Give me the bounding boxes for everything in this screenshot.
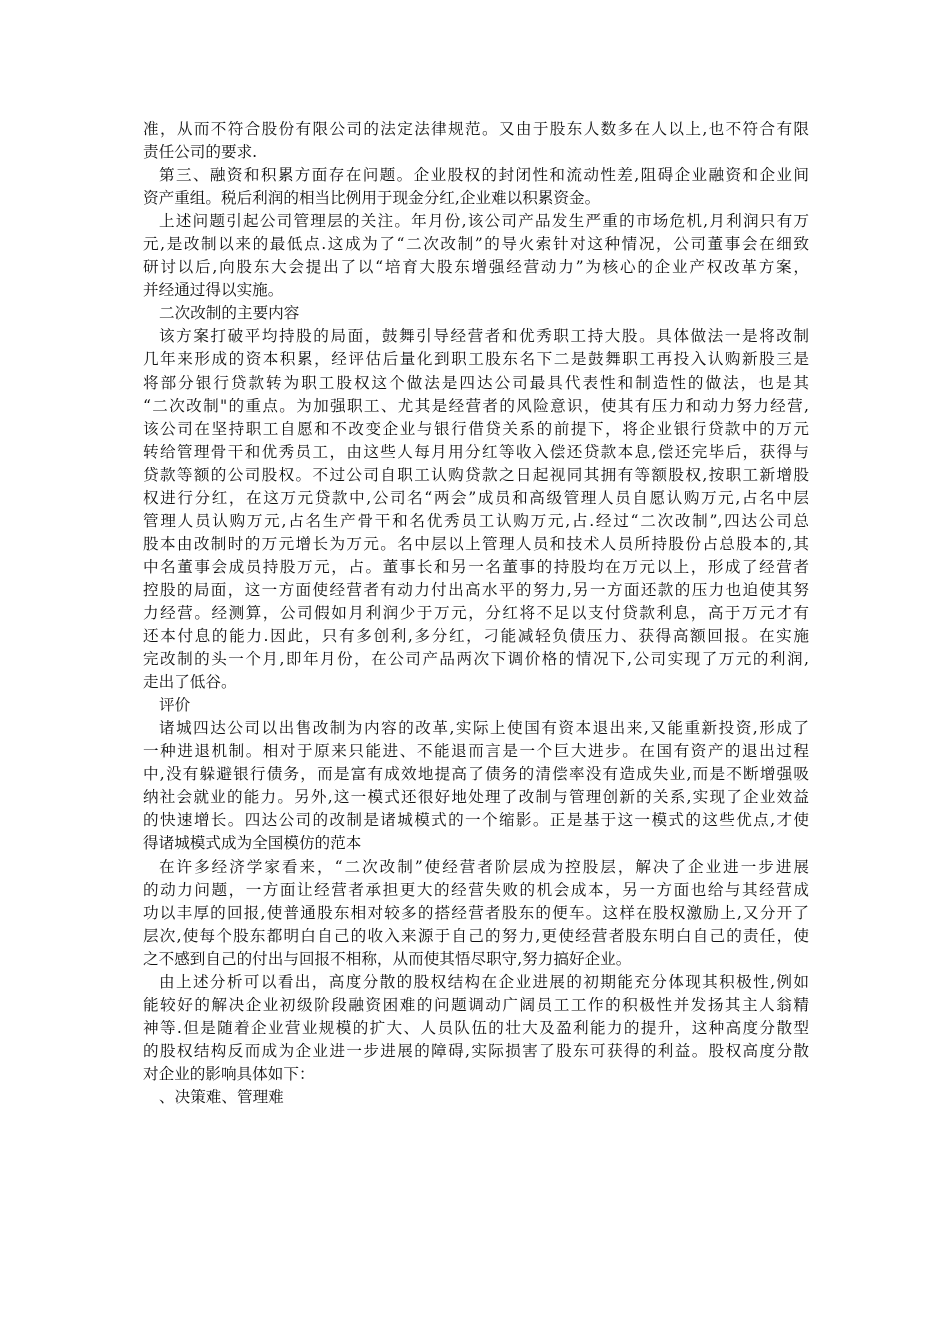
paragraph [143,302,809,325]
text-line: 层次,使每个股东都明白自己的收入来源于自己的努力,更使经营者股东明白自己的责任，使 [143,926,809,945]
paragraph [143,118,809,164]
text-line: 将部分银行贷款转为职工股权这个做法是四达公司最具代表性和制造性的做法，也是其 [143,373,809,392]
paragraph [143,210,809,302]
text-line: 的股权结构反而成为企业进一步进展的障碍,实际损害了股东可获得的利益。股权高度分散 [143,1041,809,1060]
text-line: 该公司在坚持职工自愿和不改变企业与银行借贷关系的前提下，将企业银行贷款中的万元 [143,419,809,438]
text-line: 一种进退机制。相对于原来只能进、不能退而言是一个巨大进步。在国有资产的退出过程 [143,742,809,761]
text-line: 、决策难、管理难 [159,1087,284,1106]
text-line: 神等.但是随着企业营业规模的扩大、人员队伍的壮大及盈利能力的提升，这种高度分散型 [143,1018,809,1037]
text-line: 中名董事会成员持股万元，占。董事长和另一名董事的持股均在万元以上，形成了经营者 [143,557,809,576]
paragraph [143,164,809,210]
paragraph [143,717,809,855]
text-line: 几年来形成的资本积累，经评估后量化到职工股东名下二是鼓舞职工再投入认购新股三是 [143,350,809,369]
text-line: 纳社会就业的能力。另外,这一模式还很好地处理了改制与管理创新的关系,实现了企业效益 [143,788,809,807]
text-line: 转给管理骨干和优秀员工，由这些人每月用分红等收入偿还贷款本息,偿还完毕后，获得与 [143,442,809,461]
text-line: 由上述分析可以看出，高度分散的股权结构在企业进展的初期能充分体现其积极性,例如 [159,972,809,991]
text-line: “二次改制"的重点。为加强职工、尤其是经营者的风险意识，使其有压力和动力努力经营, [143,396,809,415]
text-line: 对企业的影响具体如下： [143,1064,315,1083]
text-line: 并经通过得以实施。 [143,281,284,300]
text-line: 权进行分红，在这万元贷款中,公司名“两会”成员和高级管理人员自愿认购万元,占名中层 [143,488,809,507]
text-line: 功以丰厚的回报,使普通股东相对较多的搭经营者股东的便车。这样在股权激励上,又分开了 [143,903,809,922]
text-line: 上述问题引起公司管理层的关注。年月份,该公司产品发生严重的市场危机,月利润只有万 [159,212,809,231]
text-line: 诸城四达公司以出售改制为内容的改革,实际上使国有资本退出来,又能重新投资,形成了 [159,719,809,738]
text-line: 评价 [159,696,191,715]
paragraph [143,325,809,694]
text-line: 研讨以后,向股东大会提出了以“培育大股东增强经营动力”为核心的企业产权改革方案， [143,258,809,277]
paragraph [143,856,809,971]
paragraph [143,694,809,717]
text-line: 控股的局面，这一方面使经营者有动力付出高水平的努力,另一方面还款的压力也迫使其努 [143,580,809,599]
text-line: 的动力问题，一方面让经营者承担更大的经营失败的机会成本，另一方面也给与其经营成 [143,880,809,899]
text-line: 该方案打破平均持股的局面，鼓舞引导经营者和优秀职工持大股。具体做法一是将改制 [159,327,809,346]
text-line: 资产重组。税后利润的相当比例用于现金分红,企业难以积累资金。 [143,189,601,208]
text-line: 股本由改制时的万元增长为万元。名中层以上管理人员和技术人员所持股份占总股本的,其 [143,534,809,553]
text-line: 在许多经济学家看来，“二次改制”使经营者阶层成为控股层，解决了企业进一步进展 [159,857,809,876]
text-line: 中,没有躲避银行债务，而是富有成效地提高了债务的清偿率没有造成失业,而是不断增强吸 [143,765,809,784]
paragraph [143,971,809,1086]
text-line: 走出了低谷。 [143,673,237,692]
paragraph [143,1086,809,1109]
text-line: 准，从而不符合股份有限公司的法定法律规范。又由于股东人数多在人以上,也不符合有限 [143,120,809,138]
text-line: 的快速增长。四达公司的改制是诸城模式的一个缩影。正是基于这一模式的这些优点,才使 [143,811,809,830]
text-line: 得诸城模式成为全国模仿的范本 [143,834,362,853]
text-line: 二次改制的主要内容 [159,304,300,323]
text-line: 元,是改制以来的最低点.这成为了“二次改制”的导火索针对这种情况，公司董事会在细致 [143,235,809,254]
text-line: 管理人员认购万元,占名生产骨干和名优秀员工认购万元,占.经过“二次改制”,四达公司总 [143,511,809,530]
text-line: 责任公司的要求. [143,143,258,162]
text-line: 贷款等额的公司股权。不过公司自职工认购贷款之日起视同其拥有等额股权,按职工新增股 [143,465,809,484]
text-line: 之不感到自己的付出与回报不相称，从而使其悟尽职守,努力搞好企业。 [143,949,632,968]
text-line: 能较好的解决企业初级阶段融资困难的问题调动广阔员工工作的积极性并发扬其主人翁精 [143,995,809,1014]
text-line: 力经营。经测算，公司假如月利润少于万元，分红将不足以支付贷款利息，高于万元才有 [143,603,809,622]
document-page [143,118,809,1109]
text-line: 还本付息的能力.因此，只有多创利,多分红，刁能减轻负债压力、获得高额回报。在实施 [143,627,809,646]
text-line: 完改制的头一个月,即年月份，在公司产品两次下调价格的情况下,公司实现了万元的利润, [143,650,809,669]
text-line: 第三、融资和积累方面存在问题。企业股权的封闭性和流动性差,阻碍企业融资和企业间 [159,166,809,185]
